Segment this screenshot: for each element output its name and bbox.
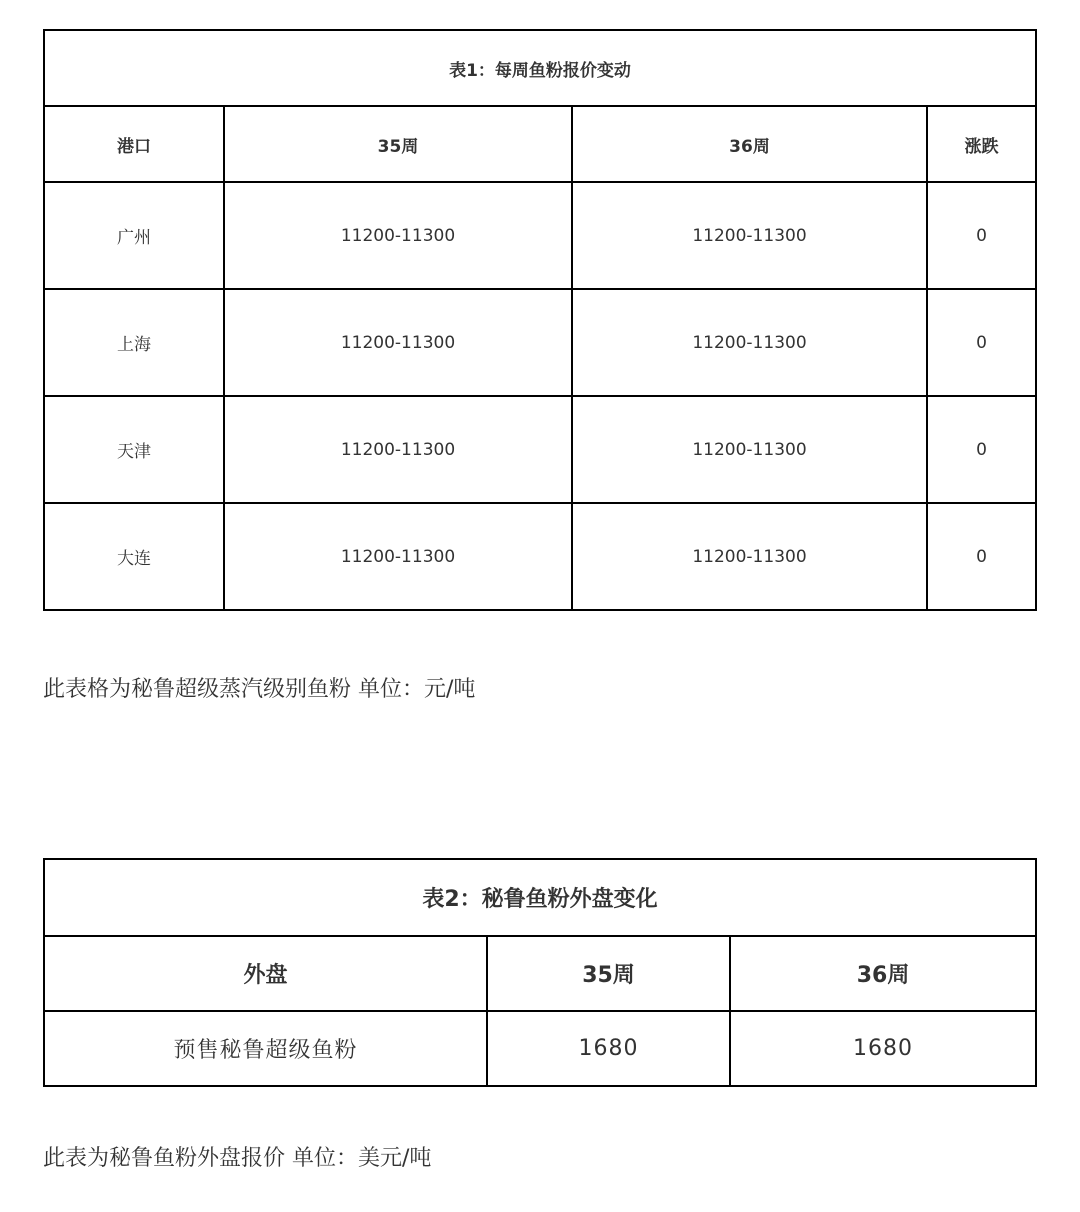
overseas-price-table bbox=[43, 858, 1037, 1087]
header-week36: 36周 bbox=[730, 936, 1036, 1011]
header-overseas: 外盘 bbox=[44, 936, 487, 1011]
cell-product: 预售秘鲁超级鱼粉 bbox=[44, 1011, 487, 1086]
cell-week36: 1680 bbox=[730, 1011, 1036, 1086]
header-week35: 35周 bbox=[487, 936, 730, 1011]
cell-port: 大连 bbox=[44, 503, 224, 610]
cell-week36: 11200-11300 bbox=[572, 396, 927, 503]
header-port: 港口 bbox=[44, 106, 224, 182]
table-row bbox=[44, 289, 1036, 396]
cell-port: 广州 bbox=[44, 182, 224, 289]
table-row bbox=[44, 182, 1036, 289]
cell-week35: 11200-11300 bbox=[224, 289, 572, 396]
header-week36: 36周 bbox=[572, 106, 927, 182]
cell-week35: 11200-11300 bbox=[224, 182, 572, 289]
table1-note: 此表格为秘鲁超级蒸汽级别鱼粉 单位：元/吨 bbox=[43, 677, 476, 702]
cell-change: 0 bbox=[927, 503, 1036, 610]
table-row bbox=[44, 503, 1036, 610]
cell-week36: 11200-11300 bbox=[572, 503, 927, 610]
cell-port: 天津 bbox=[44, 396, 224, 503]
cell-week36: 11200-11300 bbox=[572, 289, 927, 396]
cell-change: 0 bbox=[927, 182, 1036, 289]
cell-port: 上海 bbox=[44, 289, 224, 396]
header-change: 涨跌 bbox=[927, 106, 1036, 182]
cell-week35: 1680 bbox=[487, 1011, 730, 1086]
weekly-price-table bbox=[43, 29, 1037, 611]
cell-week36: 11200-11300 bbox=[572, 182, 927, 289]
table2-title: 表2：秘鲁鱼粉外盘变化 bbox=[44, 859, 1036, 936]
cell-week35: 11200-11300 bbox=[224, 503, 572, 610]
header-week35: 35周 bbox=[224, 106, 572, 182]
cell-week35: 11200-11300 bbox=[224, 396, 572, 503]
table-row bbox=[44, 1011, 1036, 1086]
table-row bbox=[44, 396, 1036, 503]
cell-change: 0 bbox=[927, 289, 1036, 396]
table1-title: 表1：每周鱼粉报价变动 bbox=[44, 30, 1036, 106]
cell-change: 0 bbox=[927, 396, 1036, 503]
table2-note: 此表为秘鲁鱼粉外盘报价 单位：美元/吨 bbox=[43, 1146, 432, 1171]
